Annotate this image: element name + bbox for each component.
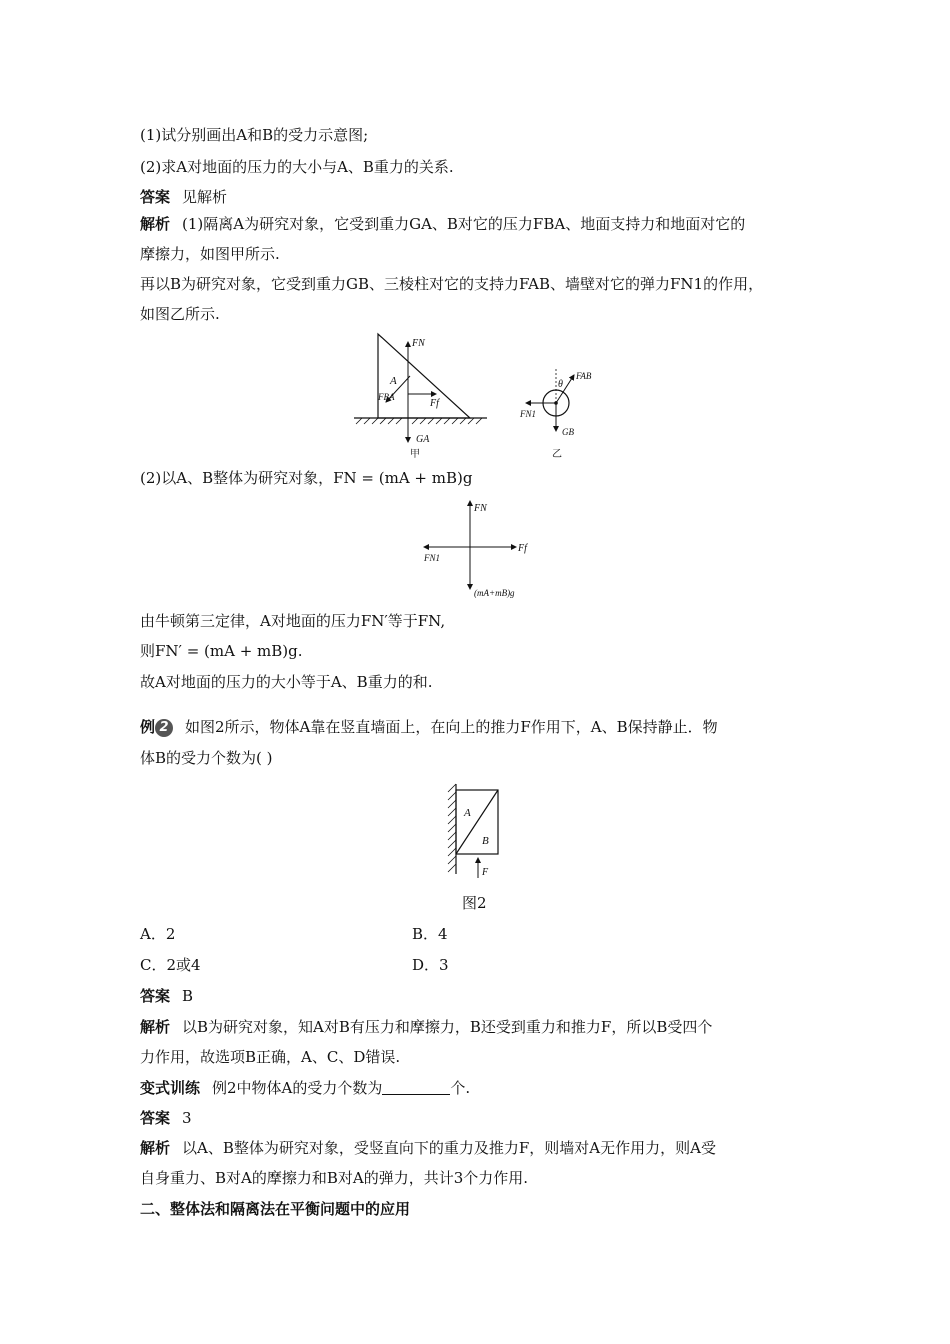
part-2-line: (2)以A、B整体为研究对象，FN = (mA + mB)g	[140, 469, 473, 487]
label-fn: FN	[412, 338, 425, 349]
example-text: 如图2所示，物体A靠在竖直墙面上，在向上的推力F作用下，A、B保持静止．物	[185, 718, 718, 736]
answer-3	[140, 1107, 192, 1129]
label-axis-ff: Ff	[518, 543, 527, 554]
analysis-1-line-1	[140, 213, 745, 235]
option-b[interactable]: B．4	[412, 925, 448, 943]
option-c[interactable]: C．2或4	[140, 956, 201, 974]
analysis-label: 解析	[140, 1018, 171, 1036]
analysis-2-line-2: 力作用，故选项B正确，A、C、D错误.	[140, 1048, 401, 1066]
option-a[interactable]: A．2	[140, 925, 176, 943]
answer-text: 3	[182, 1109, 192, 1127]
analysis-1-line-4: 如图乙所示.	[140, 305, 220, 323]
example-2-line-2: 体B的受力个数为( )	[140, 749, 273, 767]
analysis-1-line-2: 摩擦力，如图甲所示.	[140, 245, 280, 263]
variant-text-after: 个.	[450, 1079, 471, 1097]
section-heading: 二、整体法和隔离法在平衡问题中的应用	[140, 1200, 411, 1218]
example-label: 例	[140, 718, 156, 736]
analysis-text: 以B为研究对象，知A对B有压力和摩擦力，B还受到重力和推力F，所以B受四个	[182, 1018, 713, 1036]
answer-label: 答案	[140, 987, 171, 1005]
figure-2	[444, 782, 510, 882]
newton-line-2: 则FN′ = (mA + mB)g.	[140, 642, 303, 660]
answer-text: 见解析	[182, 188, 228, 206]
caption-jia: 甲	[410, 449, 420, 460]
example-2-line-1	[140, 716, 718, 738]
question-1: (1)试分别画出A和B的受力示意图;	[140, 126, 369, 144]
analysis-label: 解析	[140, 1139, 171, 1157]
label-block-a: A	[464, 807, 471, 819]
figure-jia	[352, 330, 492, 462]
label-axis-fn: FN	[474, 503, 487, 514]
variant-label: 变式训练	[140, 1079, 201, 1097]
label-fn1: FN1	[520, 409, 537, 419]
analysis-3-line-1	[140, 1137, 716, 1159]
answer-2	[140, 985, 193, 1007]
analysis-text: 以A、B整体为研究对象，受竖直向下的重力及推力F，则墙对A无作用力，则A受	[182, 1139, 716, 1157]
example-number-badge: 2	[155, 719, 173, 737]
analysis-text: (1)隔离A为研究对象，它受到重力GA、B对它的压力FBA、地面支持力和地面对它的	[182, 215, 746, 233]
variant-text: 例2中物体A的受力个数为	[212, 1079, 383, 1097]
label-gb: GB	[562, 427, 574, 437]
answer-1	[140, 186, 227, 208]
analysis-label: 解析	[140, 215, 171, 233]
variant-training	[140, 1077, 470, 1099]
figure-force-axes	[418, 497, 538, 602]
analysis-2-line-1	[140, 1016, 712, 1038]
analysis-1-line-3: 再以B为研究对象，它受到重力GB、三棱柱对它的支持力FAB、墙壁对它的弹力FN1的作用，	[140, 275, 764, 293]
label-ff: Ff	[430, 398, 439, 409]
block-diagonal	[456, 790, 498, 854]
option-d[interactable]: D．3	[412, 956, 449, 974]
label-fba: FBA	[378, 392, 395, 402]
newton-line-1: 由牛顿第三定律，A对地面的压力FN′等于FN,	[140, 612, 446, 630]
label-ga: GA	[416, 434, 430, 445]
label-f: F	[482, 867, 489, 878]
answer-label: 答案	[140, 1109, 171, 1127]
label-axis-weight: (mA+mB)g	[474, 588, 515, 598]
figure-2-caption: 图2	[462, 894, 487, 912]
label-fab: FAB	[576, 371, 592, 381]
label-block-b: B	[482, 835, 489, 847]
label-axis-fn1: FN1	[424, 553, 441, 563]
answer-text: B	[182, 987, 194, 1005]
question-2: (2)求A对地面的压力的大小与A、B重力的关系.	[140, 158, 454, 176]
answer-label: 答案	[140, 188, 171, 206]
analysis-3-line-2: 自身重力、B对A的摩擦力和B对A的弹力，共计3个力作用.	[140, 1169, 529, 1187]
answer-blank[interactable]	[382, 1080, 450, 1095]
label-theta: θ	[558, 379, 563, 390]
label-a: A	[390, 375, 397, 387]
caption-yi: 乙	[552, 449, 562, 460]
figure-yi	[518, 365, 613, 465]
newton-line-3: 故A对地面的压力的大小等于A、B重力的和.	[140, 673, 433, 691]
